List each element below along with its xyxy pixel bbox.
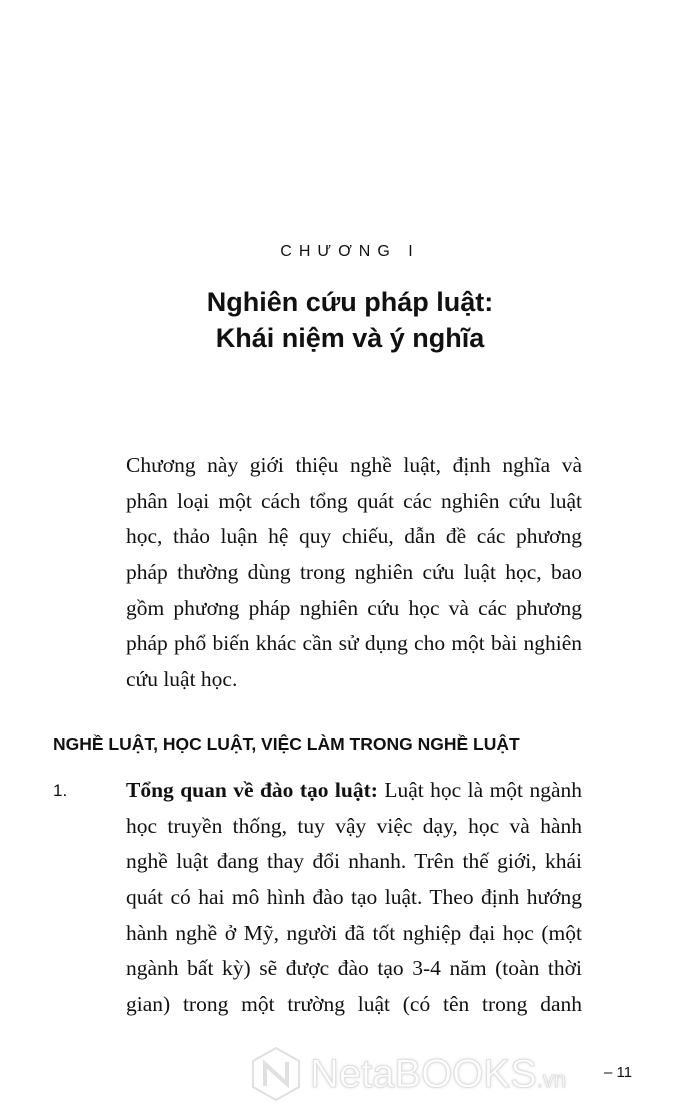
text-line	[126, 773, 582, 809]
watermark-brand: NetaBOOKS	[310, 1051, 537, 1096]
intro-paragraph	[126, 448, 582, 698]
text-line: pháp thường dùng trong nghiên cứu luật học, bao	[126, 560, 582, 585]
text-line: gồm phương pháp nghiên cứu học và các phương	[126, 595, 582, 620]
text-line: hành nghề ở Mỹ, người đã tốt nghiệp đại học (một	[126, 920, 582, 945]
watermark-text	[310, 1052, 566, 1097]
chapter-title	[0, 284, 700, 356]
item-number: 1.	[53, 781, 68, 800]
text-line: học truyền thống, tuy vậy việc dạy, học và hành	[126, 813, 582, 838]
title-line: Nghiên cứu pháp luật:	[206, 287, 494, 317]
line-rest: Luật học là một ngành	[377, 778, 582, 802]
item-paragraph	[126, 773, 582, 1023]
netabooks-logo-icon	[250, 1046, 302, 1102]
page-number: – 11	[604, 1064, 633, 1081]
watermark	[250, 1046, 566, 1102]
chapter-label: CHƯƠNG I	[280, 243, 420, 260]
text-line: quát có hai mô hình đào tạo luật. Theo định hướng	[126, 885, 582, 910]
text-line: nghề luật đang thay đổi nhanh. Trên thế giới, khái	[126, 849, 582, 874]
text-line: cứu luật học.	[126, 667, 238, 692]
section-heading: NGHỀ LUẬT, HỌC LUẬT, VIỆC LÀM TRONG NGHỀ LUẬT	[53, 734, 520, 754]
text-line: Chương này giới thiệu nghề luật, định nghĩa và	[126, 453, 582, 477]
title-line: Khái niệm và ý nghĩa	[215, 323, 485, 353]
watermark-suffix: .vn	[536, 1066, 567, 1092]
text-line: học, thảo luận hệ quy chiếu, dẫn đề các phương	[126, 524, 582, 549]
bold-lead: Tổng quan về đào tạo luật:	[126, 778, 378, 802]
text-line: ngành bất kỳ) sẽ được đào tạo 3-4 năm (toàn thời	[126, 956, 582, 981]
text-line: gian) trong một trường luật (có tên trong danh	[126, 992, 582, 1017]
text-line: pháp phổ biến khác cần sử dụng cho một bài nghiên	[126, 631, 582, 656]
text-line: phân loại một cách tổng quát các nghiên cứu luật	[126, 488, 582, 513]
